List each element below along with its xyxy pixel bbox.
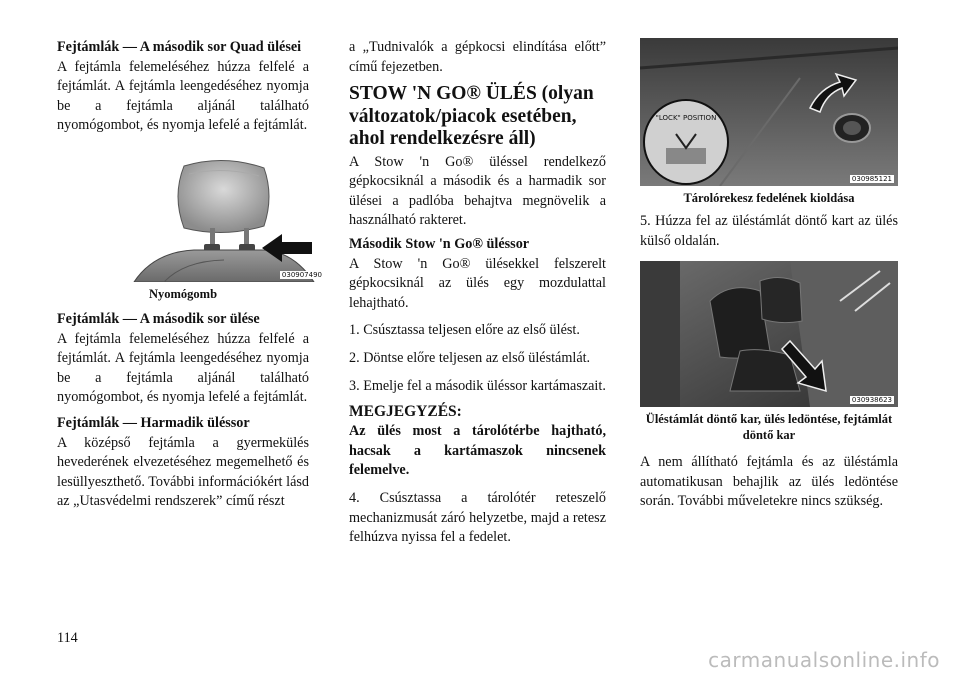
- step-4: 4. Csúsztassa a tárolótér reteszelő mechanizmusát záró helyzetbe, majd a retesz felhúzva nyissa fel a fedelet.: [349, 490, 606, 546]
- seat-lever-illustration: [640, 261, 898, 407]
- figure-caption: Nyomógomb: [148, 286, 218, 301]
- note-title: MEGJEGYZÉS:: [349, 403, 462, 421]
- note-text: Az ülés most a tárolótérbe hajtható, hacsak a kartámaszok nincsenek felemelve.: [349, 423, 606, 479]
- page-number: 114: [57, 630, 78, 646]
- figure-caption: Üléstámlát döntő kar, ülés ledöntése, fejtámlát döntő kar: [645, 412, 893, 443]
- column-right: [640, 38, 898, 512]
- paragraph-auto-fold: A nem állítható fejtámla és az üléstámla automatikusan behajlik az ülés ledöntése során. További műveletekre nincs szükség.: [640, 454, 898, 510]
- paragraph-quad-seats: A fejtámla felemeléséhez húzza felfelé a fejtámlát. A fejtámla leengedéséhez nyomja be a fejtámla aljánál található nyomógombot, és nyomja lefelé a fejtámlát.: [57, 58, 309, 134]
- heading-third-row: Fejtámlák — Harmadik üléssor: [57, 414, 250, 431]
- figure-caption: Tárolórekesz fedelének kioldása: [683, 191, 855, 205]
- paragraph-second-stow-row: A Stow 'n Go® ülésekkel felszerelt gépkocsiknál az ülés egy mozdulattal lehajtható.: [349, 255, 606, 311]
- paragraph-third-row: A középső fejtámla a gyermekülés hevederének elvezetéséhez megemelhető és lesüllyeszthető. További információkért lásd az „Utasvédelmi rendszerek” című részt: [57, 434, 309, 510]
- column-left: [57, 38, 322, 512]
- paragraph-second-row: A fejtámla felemeléséhez húzza felfelé a fejtámlát. A fejtámla leengedéséhez nyomja be a fejtámla aljánál található nyomógombot, és nyomja lefelé a fejtámlát.: [57, 330, 309, 406]
- headrest-illustration: [114, 156, 328, 282]
- figure-id: 030938623: [851, 396, 892, 405]
- figure-id: 030907490: [281, 270, 322, 279]
- step-2: 2. Döntse előre teljesen az első üléstámlát.: [349, 350, 591, 367]
- lock-position-label: "LOCK" POSITION: [655, 114, 717, 122]
- heading-stow-n-go: STOW 'N GO® ÜLÉS (olyan változatok/piacok esetében, ahol rendelkezésre áll): [349, 83, 594, 150]
- heading-second-stow-row: Második Stow 'n Go® üléssor: [349, 236, 530, 253]
- figure-headrest-button: [114, 156, 328, 282]
- figure-seat-lever: [640, 261, 898, 407]
- heading-quad-seats: Fejtámlák — A második sor Quad ülései: [57, 39, 302, 55]
- storage-latch-illustration: [640, 38, 898, 186]
- heading-second-row: Fejtámlák — A második sor ülése: [57, 310, 260, 327]
- figure-id: 030985121: [851, 175, 892, 183]
- step-1: 1. Csúsztassa teljesen előre az első ülést.: [349, 322, 580, 339]
- step-5: 5. Húzza fel az üléstámlát döntő kart az ülés külső oldalán.: [640, 213, 898, 249]
- figure-storage-latch: [640, 38, 898, 186]
- watermark: carmanualsonline.info: [708, 648, 940, 672]
- paragraph-continuation: a „Tudnivalók a gépkocsi elindítása előtt” című fejezetben.: [349, 39, 606, 75]
- paragraph-stow-intro: A Stow 'n Go® üléssel rendelkező gépkocsiknál a második és a harmadik sor ülései a padlóba behajtva megnövelik a használható rakteret.: [349, 153, 606, 229]
- step-3: 3. Emelje fel a második üléssor kartámaszait.: [349, 377, 606, 394]
- column-middle: [349, 38, 606, 548]
